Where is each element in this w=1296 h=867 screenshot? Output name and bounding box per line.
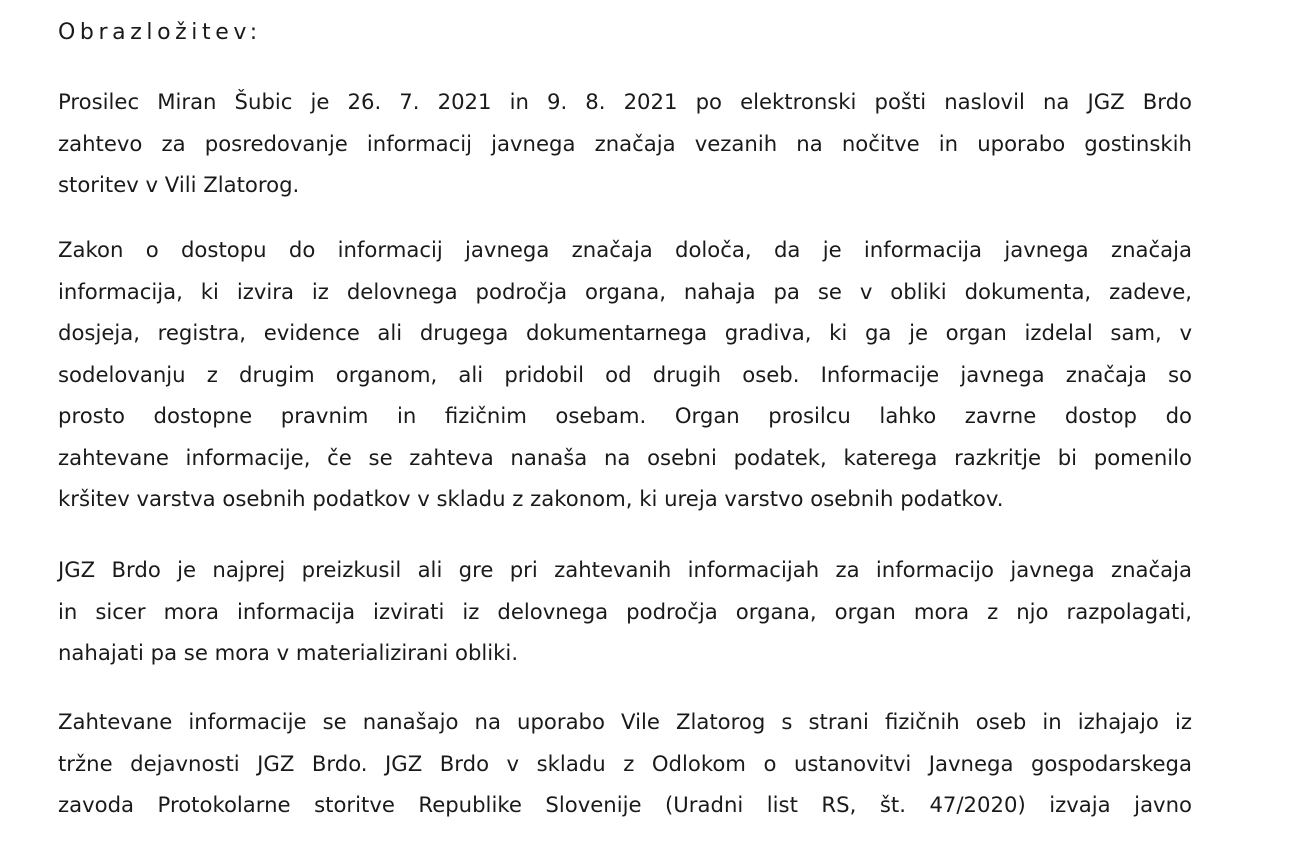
paragraph-examination [58,549,1192,674]
document-heading: Obrazložitev: [58,20,262,45]
paragraph-line: prosto dostopne pravnim in fizičnim osebam. Organ prosilcu lahko zavrne dostop do [58,403,1192,428]
paragraph-line: zavoda Protokolarne storitve Republike Slovenije (Uradni list RS, št. 47/2020) izvaja javno [58,792,1192,817]
paragraph-line: kršitev varstva osebnih podatkov v skladu z zakonom, ki ureja varstvo osebnih podatkov. [58,486,1004,511]
paragraph-line: informacija, ki izvira iz delovnega področja organa, nahaja pa se v obliki dokumenta, zadeve, [58,278,1192,304]
paragraph-line: Prosilec Miran Šubic je 26. 7. 2021 in 9. 8. 2021 po elektronski pošti naslovil na JGZ Brdo [58,89,1192,114]
paragraph-line: tržne dejavnosti JGZ Brdo. JGZ Brdo v skladu z Odlokom o ustanovitvi Javnega gospodarskega [58,750,1192,776]
paragraph-request [58,81,1192,206]
paragraph-line: sodelovanju z drugim organom, ali pridobil od drugih oseb. Informacije javnega značaja so [58,361,1192,387]
paragraph-law [58,229,1192,520]
paragraph-line: dosjeja, registra, evidence ali drugega dokumentarnega gradiva, ki ga je organ izdelal sam, v [58,320,1192,345]
paragraph-line: nahajati pa se mora v materializirani obliki. [58,640,519,665]
paragraph-line: zahtevane informacije, če se zahteva nanaša na osebni podatek, katerega razkritje bi pomenilo [58,444,1192,470]
paragraph-line: JGZ Brdo je najprej preizkusil ali gre pri zahtevanih informacijah za informacijo javnega značaja [58,557,1192,582]
paragraph-line: storitev v Vili Zlatorog. [58,172,300,197]
paragraph-line: zahtevo za posredovanje informacij javnega značaja vezanih na nočitve in uporabo gostinskih [58,130,1192,156]
paragraph-requested-info [58,701,1192,826]
paragraph-line: in sicer mora informacija izvirati iz delovnega področja organa, organ mora z njo razpolagati, [58,598,1192,624]
paragraph-line: Zakon o dostopu do informacij javnega značaja določa, da je informacija javnega značaja [58,237,1192,262]
paragraph-line: Zahtevane informacije se nanašajo na uporabo Vile Zlatorog s strani fizičnih oseb in izhajajo iz [58,709,1192,734]
